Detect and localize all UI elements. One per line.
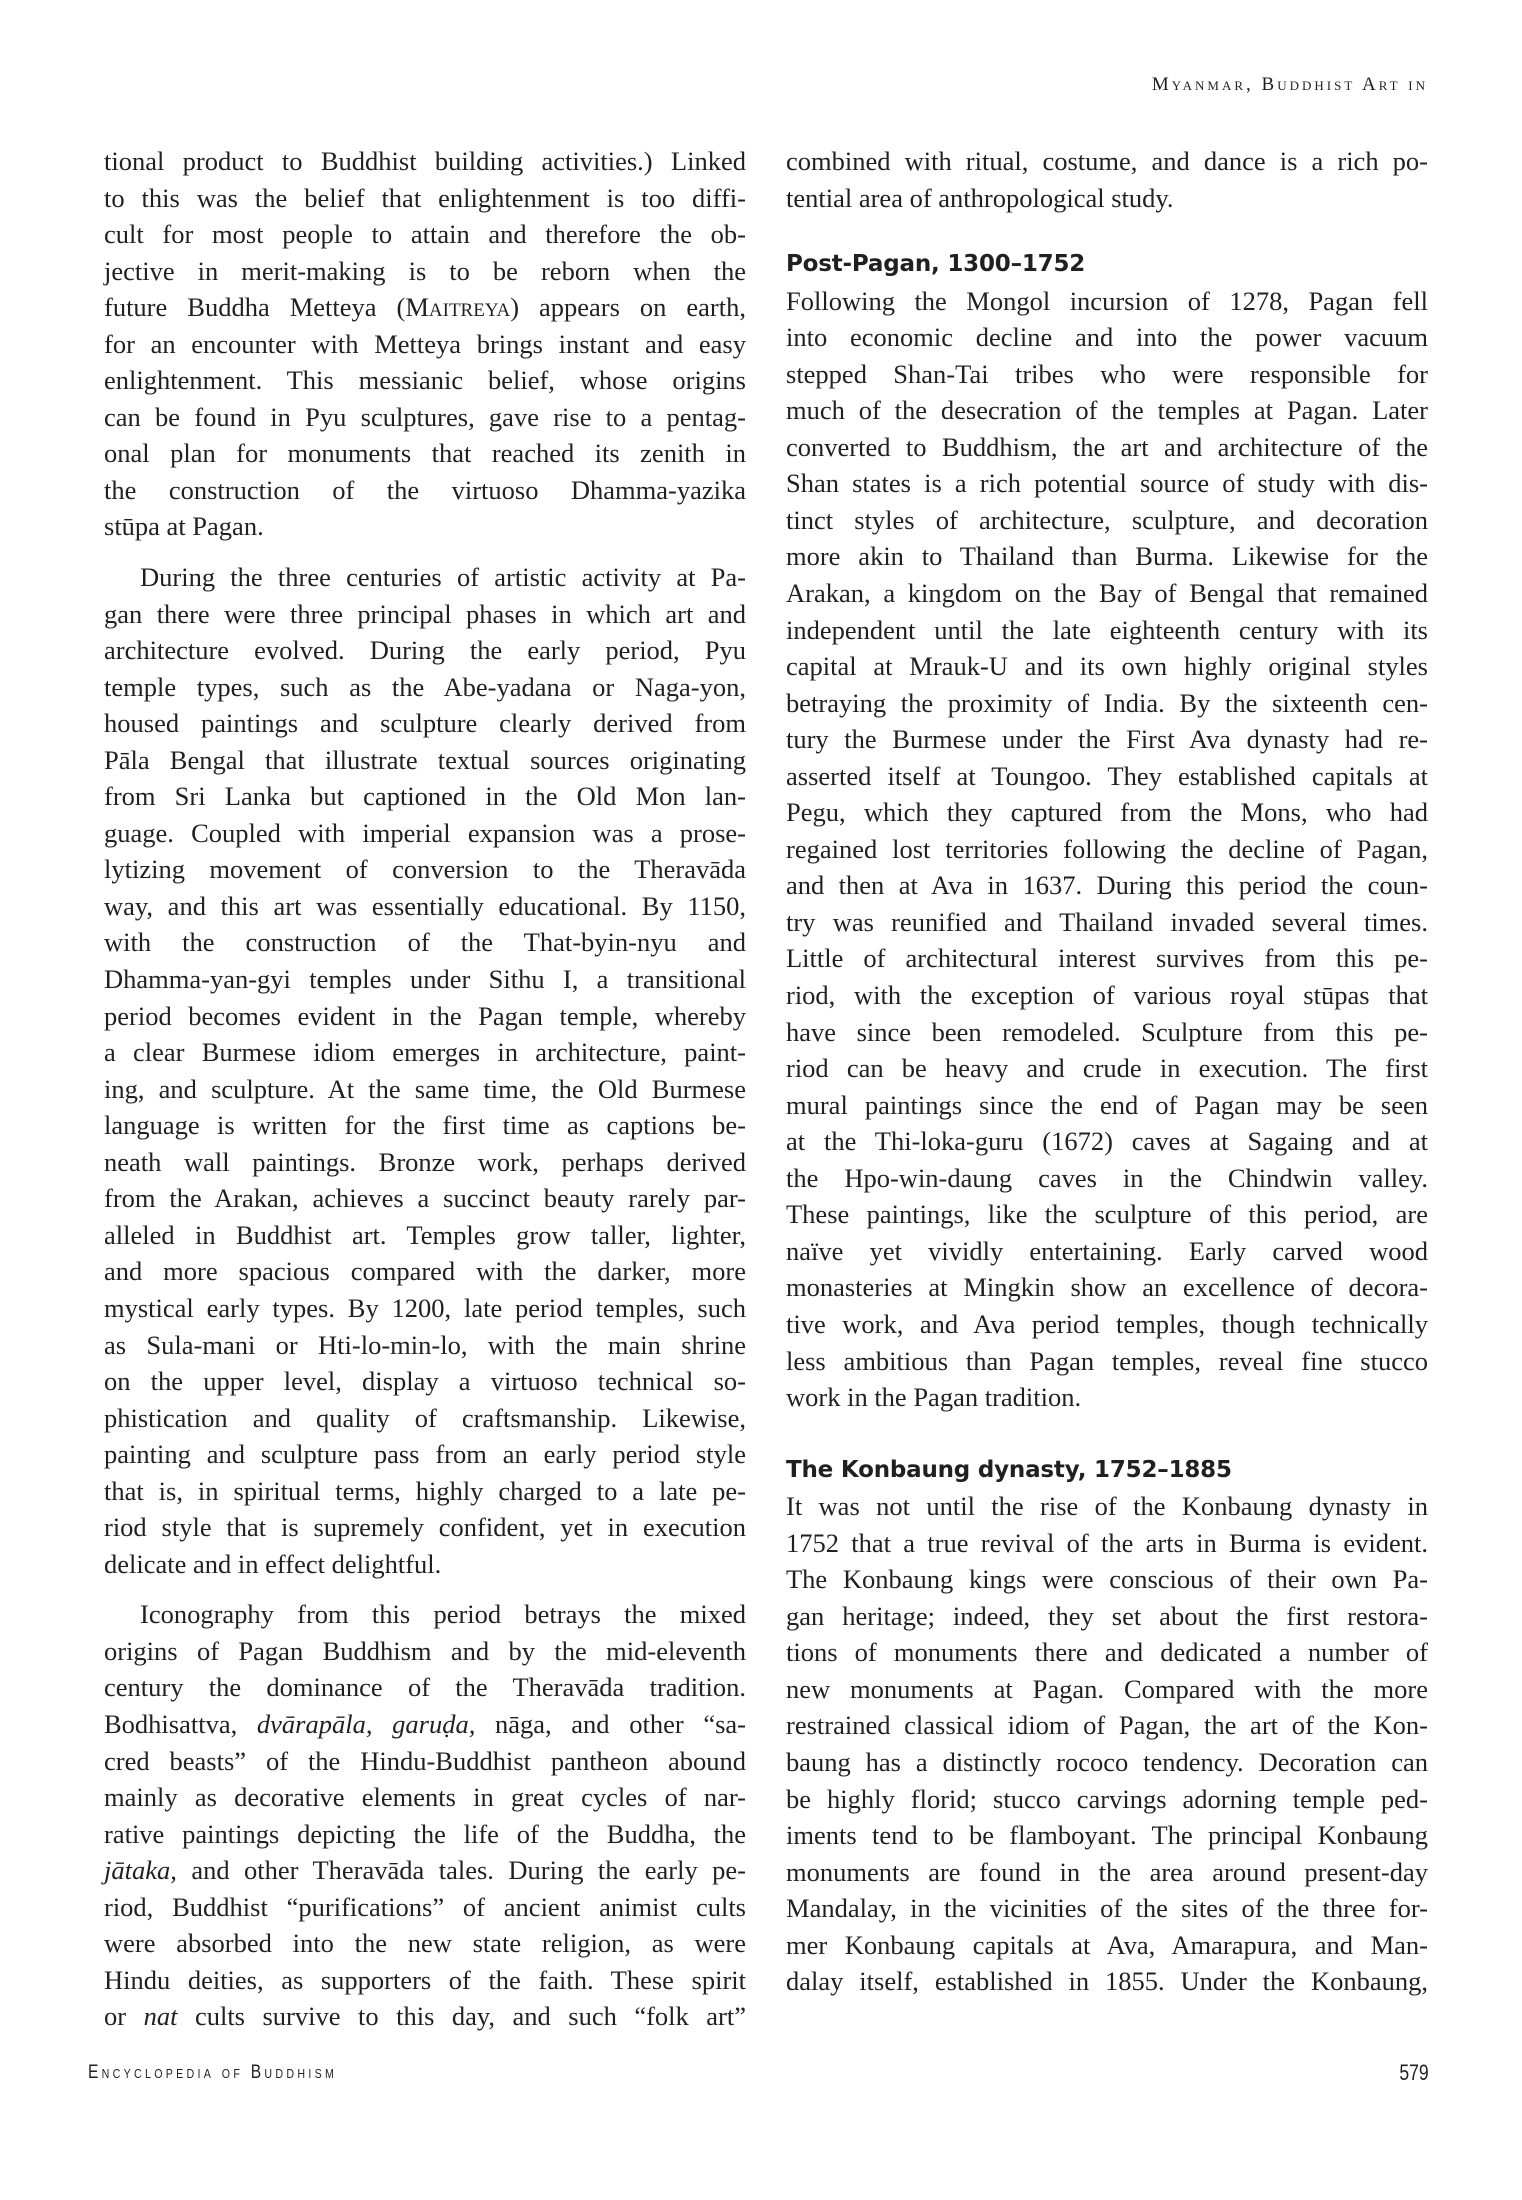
- right-column: [786, 143, 1428, 2000]
- text-line: stūpa at Pagan.: [104, 511, 264, 542]
- text-line: Little of architectural interest survives from this pe-: [786, 943, 1428, 974]
- text-line: cult for most people to attain and therefore the ob-: [104, 219, 746, 250]
- text-line: riod style that is supremely confident, yet in execution: [104, 1512, 746, 1543]
- text-line: Arakan, a kingdom on the Bay of Bengal that remained: [786, 578, 1428, 609]
- text-line: iments tend to be flamboyant. The principal Konbaung: [786, 1820, 1428, 1851]
- section-gap: [786, 216, 1428, 246]
- text-line: to this was the belief that enlightenment is too diffi-: [104, 182, 746, 213]
- text-line: [104, 1998, 746, 2035]
- text-line: that is, in spiritual terms, highly charged to a late pe-: [104, 1475, 746, 1506]
- text-line: It was not until the rise of the Konbaung dynasty in: [786, 1491, 1428, 1522]
- italic-term-garuda: garuḍa,: [392, 1708, 476, 1739]
- text-line: mystical early types. By 1200, late period temples, such: [104, 1292, 746, 1323]
- text-line: origins of Pagan Buddhism and by the mid-eleventh: [104, 1635, 746, 1666]
- text-line: be highly florid; stucco carvings adorning temple ped-: [786, 1783, 1428, 1814]
- text-line: from the Arakan, achieves a succinct beauty rarely par-: [104, 1183, 746, 1214]
- text-line: housed paintings and sculpture clearly derived from: [104, 708, 746, 739]
- paragraph-three-phases: [104, 559, 746, 1582]
- text-line: new monuments at Pagan. Compared with the more: [786, 1673, 1428, 1704]
- text-line: monuments are found in the area around present-day: [786, 1856, 1428, 1887]
- text-line: Pegu, which they captured from the Mons, who had: [786, 797, 1428, 828]
- text-line: asserted itself at Toungoo. They established capitals at: [786, 760, 1428, 791]
- cross-reference-maitreya[interactable]: Maitreya: [405, 292, 511, 323]
- text-line: 1752 that a true revival of the arts in Burma is evident.: [786, 1527, 1428, 1558]
- text-line: tinct styles of architecture, sculpture, and decoration: [786, 504, 1428, 535]
- text-fragment: ) appears on earth,: [510, 292, 746, 323]
- text-line: mer Konbaung capitals at Ava, Amarapura, and Man-: [786, 1929, 1428, 1960]
- left-column: [104, 143, 746, 2035]
- section-heading: Post-Pagan, 1300–1752: [786, 251, 1086, 278]
- text-line: restrained classical idiom of Pagan, the art of the Kon-: [786, 1710, 1428, 1741]
- text-line: tional product to Buddhist building activities.) Linked: [104, 146, 746, 176]
- paragraph-iconography: [104, 1596, 746, 2035]
- text-line: onal plan for monuments that reached its zenith in: [104, 438, 746, 469]
- text-line: as Sula-mani or Hti-lo-min-lo, with the main shrine: [104, 1329, 746, 1360]
- section-konbaung: [786, 1452, 1428, 2000]
- text-line: the construction of the virtuoso Dhamma-yazika: [104, 474, 746, 505]
- text-line: tions of monuments there and dedicated a number of: [786, 1637, 1428, 1668]
- text-line: work in the Pagan tradition.: [786, 1382, 1082, 1413]
- text-fragment: future Buddha Metteya (: [104, 292, 406, 323]
- text-line: combined with ritual, costume, and dance is a rich po-: [786, 146, 1428, 176]
- text-line: [104, 289, 746, 326]
- text-line: guage. Coupled with imperial expansion was a prose-: [104, 817, 746, 848]
- text-line: jective in merit-making is to be reborn when the: [104, 255, 746, 286]
- text-line: betraying the proximity of India. By the sixteenth cen-: [786, 687, 1428, 718]
- section-heading: The Konbaung dynasty, 1752–1885: [786, 1456, 1232, 1483]
- text-line: Shan states is a rich potential source of study with dis-: [786, 468, 1428, 499]
- text-line: [104, 1706, 746, 1743]
- page-number: 579: [1399, 2060, 1429, 2085]
- text-fragment: and other Theravāda tales. During the early pe-: [176, 1855, 746, 1886]
- text-line: Hindu deities, as supporters of the faith. These spirit: [104, 1964, 746, 1995]
- text-line: riod, Buddhist “purifications” of ancient animist cults: [104, 1891, 746, 1922]
- section-body: [786, 1488, 1428, 2000]
- text-fragment: or: [104, 2001, 144, 2032]
- text-line: much of the desecration of the temples at Pagan. Later: [786, 395, 1428, 426]
- text-line: neath wall paintings. Bronze work, perhaps derived: [104, 1146, 746, 1177]
- italic-term-dvarapala: dvārapāla,: [256, 1708, 373, 1739]
- text-line: century the dominance of the Theravāda tradition.: [104, 1672, 746, 1703]
- text-line: independent until the late eighteenth century with its: [786, 614, 1428, 645]
- paragraph-stupa-belief: [104, 143, 746, 545]
- text-fragment: cults survive to this day, and such “folk art”: [177, 2001, 746, 2032]
- text-line: for an encounter with Metteya brings instant and easy: [104, 328, 746, 359]
- text-line: ing, and sculpture. At the same time, the Old Burmese: [104, 1073, 746, 1104]
- text-line: cred beasts” of the Hindu-Buddhist pantheon abound: [104, 1745, 746, 1776]
- text-line: riod can be heavy and crude in execution. The first: [786, 1053, 1428, 1084]
- section-body: [786, 283, 1428, 1416]
- text-line: tential area of anthropological study.: [786, 182, 1174, 213]
- text-fragment: nāga, and other “sa-: [475, 1708, 746, 1739]
- text-line: stepped Shan-Tai tribes who were responsible for: [786, 358, 1428, 389]
- paragraph-gap: [104, 1582, 746, 1596]
- paragraph-gap: [104, 545, 746, 559]
- text-line: phistication and quality of craftsmanship. Likewise,: [104, 1402, 746, 1433]
- section-gap: [786, 1416, 1428, 1452]
- text-line: Iconography from this period betrays the mixed: [140, 1599, 746, 1630]
- text-line: the Hpo-win-daung caves in the Chindwin valley.: [786, 1162, 1428, 1193]
- text-line: way, and this art was essentially educational. By 1150,: [104, 890, 746, 921]
- text-line: were absorbed into the new state religion, as were: [104, 1928, 746, 1959]
- text-line: with the construction of the That-byin-nyu and: [104, 927, 746, 958]
- text-line: These paintings, like the sculpture of this period, are: [786, 1199, 1428, 1230]
- text-line: regained lost territories following the decline of Pagan,: [786, 833, 1428, 864]
- text-line: converted to Buddhism, the art and architecture of the: [786, 431, 1428, 462]
- text-line: gan there were three principal phases in which art and: [104, 598, 746, 629]
- text-line: can be found in Pyu sculptures, gave rise to a pentag-: [104, 401, 746, 432]
- text-line: capital at Mrauk-U and its own highly original styles: [786, 651, 1428, 682]
- text-line: and more spacious compared with the darker, more: [104, 1256, 746, 1287]
- text-line: have since been remodeled. Sculpture from this pe-: [786, 1016, 1428, 1047]
- text-line: painting and sculpture pass from an early period style: [104, 1439, 746, 1470]
- text-line: lytizing movement of conversion to the Theravāda: [104, 854, 746, 885]
- footer-book-title: Encyclopedia of Buddhism: [88, 2062, 338, 2083]
- text-line: During the three centuries of artistic activity at Pa-: [140, 562, 746, 593]
- text-line: enlightenment. This messianic belief, whose origins: [104, 365, 746, 396]
- text-line: language is written for the first time as captions be-: [104, 1110, 746, 1141]
- text-line: from Sri Lanka but captioned in the Old Mon lan-: [104, 781, 746, 812]
- text-line: less ambitious than Pagan temples, reveal fine stucco: [786, 1345, 1428, 1376]
- text-line: The Konbaung kings were conscious of their own Pa-: [786, 1564, 1428, 1595]
- text-line: period becomes evident in the Pagan temple, whereby: [104, 1000, 746, 1031]
- text-fragment: [372, 1709, 392, 1739]
- text-line: riod, with the exception of various royal stūpas that: [786, 980, 1428, 1011]
- text-line: Pāla Bengal that illustrate textual sources originating: [104, 744, 746, 775]
- text-line: and then at Ava in 1637. During this period the coun-: [786, 870, 1428, 901]
- text-line: into economic decline and into the power vacuum: [786, 322, 1428, 353]
- text-line: Mandalay, in the vicinities of the sites of the three for-: [786, 1893, 1428, 1924]
- text-line: mainly as decorative elements in great cycles of nar-: [104, 1782, 746, 1813]
- text-line: alleled in Buddhist art. Temples grow taller, lighter,: [104, 1219, 746, 1250]
- italic-term-nat: nat: [143, 2001, 178, 2032]
- text-line: more akin to Thailand than Burma. Likewise for the: [786, 541, 1428, 572]
- text-line: gan heritage; indeed, they set about the first restora-: [786, 1600, 1428, 1631]
- text-line: Dhamma-yan-gyi temples under Sithu I, a transitional: [104, 964, 746, 995]
- text-line: temple types, such as the Abe-yadana or Naga-yon,: [104, 671, 746, 702]
- text-line: at the Thi-loka-guru (1672) caves at Sagaing and at: [786, 1126, 1428, 1157]
- text-line: [104, 1852, 746, 1889]
- text-line: a clear Burmese idiom emerges in architecture, paint-: [104, 1037, 746, 1068]
- text-line: dalay itself, established in 1855. Under the Konbaung,: [786, 1966, 1428, 1997]
- text-line: try was reunified and Thailand invaded several times.: [786, 906, 1428, 937]
- text-line: architecture evolved. During the early period, Pyu: [104, 635, 746, 666]
- text-line: naïve yet vividly entertaining. Early carved wood: [786, 1235, 1428, 1266]
- running-head: Myanmar, Buddhist Art in: [1151, 74, 1428, 95]
- text-line: baung has a distinctly rococo tendency. Decoration can: [786, 1746, 1428, 1777]
- text-fragment: Bodhisattva,: [104, 1708, 257, 1739]
- text-line: Following the Mongol incursion of 1278, Pagan fell: [786, 285, 1428, 316]
- text-line: delicate and in effect delightful.: [104, 1548, 442, 1579]
- text-line: tive work, and Ava period temples, though technically: [786, 1308, 1428, 1339]
- text-line: on the upper level, display a virtuoso technical so-: [104, 1366, 746, 1397]
- text-line: tury the Burmese under the First Ava dynasty had re-: [786, 724, 1428, 755]
- text-line: mural paintings since the end of Pagan may be seen: [786, 1089, 1428, 1120]
- text-line: rative paintings depicting the life of the Buddha, the: [104, 1818, 746, 1849]
- section-post-pagan: [786, 246, 1428, 1416]
- text-line: monasteries at Mingkin show an excellence of decora-: [786, 1272, 1428, 1303]
- italic-term-jataka: jātaka,: [104, 1855, 177, 1886]
- paragraph-continuation: [786, 143, 1428, 216]
